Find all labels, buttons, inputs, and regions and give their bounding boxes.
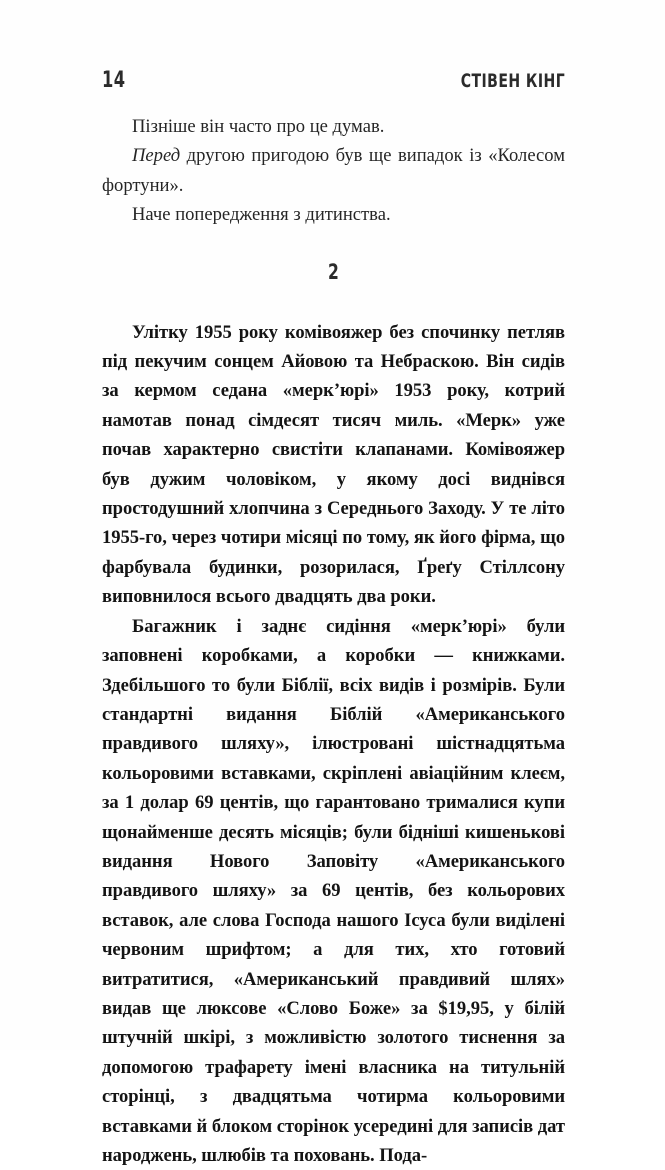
text-column <box>102 112 565 1170</box>
paragraph <box>102 112 565 141</box>
paragraph <box>102 200 565 229</box>
section-divider-number <box>102 260 565 284</box>
italic-emphasis: Перед <box>132 145 181 167</box>
paragraph <box>102 141 565 200</box>
running-header <box>102 68 565 94</box>
running-title: СТІВЕН КІНГ <box>460 70 565 92</box>
body-text-block <box>102 318 565 1170</box>
paragraph-text: Пізніше він часто про це думав. <box>132 116 385 137</box>
paragraph-text: другою пригодою був ще випадок із «Колесом фортуни». <box>102 145 565 196</box>
paragraph <box>102 612 565 1170</box>
page-number: 14 <box>102 68 126 93</box>
paragraph-text: Улітку 1955 року комівояжер без спочинку петляв під пекучим сонцем Айовою та Небраскою. Він сидів за кермом седана «мерк’юрі» 1953 року, котрий намотав понад сімдесят тисяч миль. «Мерк» уже почав характерно свистіти клапанами. Комівояжер був дужим чоловіком, у якому досі виднівся простодушний хлопчина з Середнього Заходу. У те літо 1955-го, через чотири місяці по тому, як його фірма, що фарбувала будинки, розорилася, Ґреґу Стіллсону виповнилося всього двадцять два роки. <box>102 321 565 608</box>
paragraph <box>102 318 565 612</box>
opening-text-block <box>102 112 565 230</box>
section-number-glyph: 2 <box>327 259 340 284</box>
paragraph-text: Багажник і заднє сидіння «мерк’юрі» були заповнені коробками, а коробки — книжками. Здебільшого то були Біблії, всіх видів і розмірів. Були стандартні видання Біблій «Американського правдивого шляху», ілюстровані шістнадцятьма кольоровими вставками, скріплені авіаційним клеєм, за 1 долар 69 центів, що гарантовано трималися купи щонайменше десять місяців; були бідніші кишенькові видання Нового Заповіту «Американського правдивого шляху» за 69 центів, без кольорових вставок, але слова Господа нашого Ісуса були виділені червоним шрифтом; а для тих, хто готовий витратитися, «Американський правдивий шлях» видав ще люксове «Слово Боже» за $19,95, у білій штучній шкірі, з можливістю золотого тиснення за допомогою трафарету імені власника на титульній сторінці, з двадцятьма чотирма кольоровими вставками й блоком сторінок усередині для записів дат народжень, шлюбів та поховань. Пода- <box>102 615 565 1166</box>
paragraph-text: Наче попередження з дитинства. <box>132 204 391 226</box>
